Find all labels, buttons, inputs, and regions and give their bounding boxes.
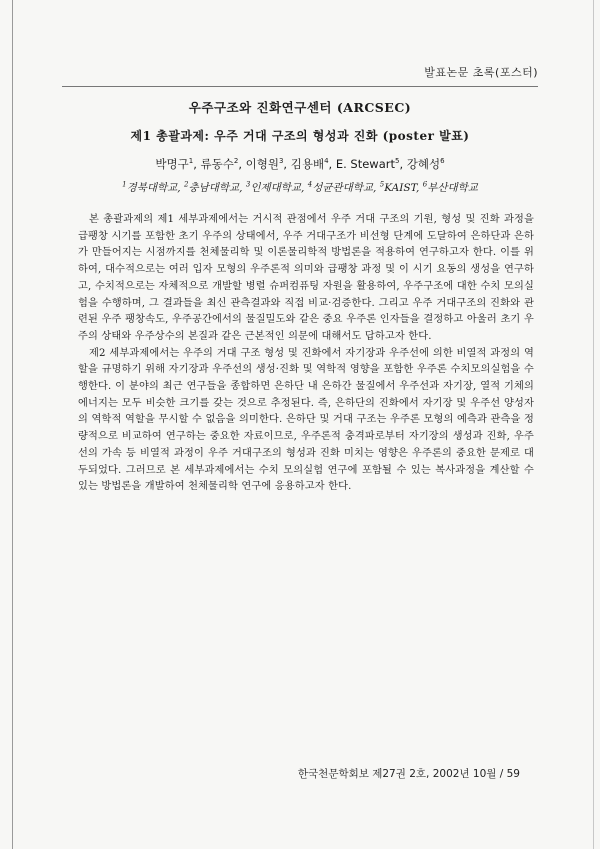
author: 김용배$^4$, (290, 157, 336, 171)
paper-subtitle: 제1 총괄과제: 우주 거대 구조의 형성과 진화 (poster 발표) (130, 129, 470, 143)
affiliation: $^1$경북대학교, (122, 180, 184, 194)
affiliation: $^5$KAIST, (379, 180, 423, 194)
header-divider (62, 86, 538, 87)
author: E. Stewart$^5$, (335, 157, 407, 171)
affiliation: $^6$부산대학교 (422, 180, 478, 194)
title-block (62, 98, 538, 195)
abstract-body (78, 212, 534, 496)
affiliation: $^3$인제대학교, (245, 180, 308, 194)
page-footer-citation: 한국천문학회보 제27권 2호, 2002년 10월 / 59 (297, 768, 520, 780)
abstract-paragraph-2: 제2 세부과제에서는 우주의 거대 구조 형성 및 진화에서 자기장과 우주선에 의한 비열적 과정의 역할을 규명하기 위해 자기장과 우주선의 생성·진화 및 역학적 영향을 포함한 우주론 수치모의실험을 수행한다. 이 분야의 최근 연구들을 종합하면 은하단 내 은하간 물질에서 우주선과 자기장, 열적 기체의 에너지는 모두 비슷한 크기를 갖는 것으로 추정된다. 즉, 은하단의 진화에서 자기장 및 우주선 양성자의 역학적 역할을 무시할 수 없음을 의미한다. 은하단 및 거대 구조는 우주론 모형의 예측과 관측을 정량적으로 비교하여 연구하는 중요한 자료이므로, 우주론적 충격파로부터 자기장의 생성과 진화, 우주선의 가속 등 비열적 과정이 우주 거대구조의 형성과 진화 미치는 영향은 우주론의 중요한 문제로 대두되었다. 그러므로 본 세부과제에서는 수치 모의실험 연구에 포함될 수 있는 복사과정을 계산할 수 있는 방법론을 개발하여 천체물리학 연구에 응용하고자 한다. (78, 347, 534, 493)
paper-title: 우주구조와 진화연구센터 (ARCSEC) (188, 100, 412, 115)
author-list (62, 156, 538, 172)
author: 류동수$^2$, (200, 157, 246, 171)
affiliation: $^2$충남대학교, (183, 180, 246, 194)
author: 박명구$^1$, (155, 157, 201, 171)
section-label: 발표논문 초록(포스터) (424, 66, 538, 79)
abstract-paragraph-1: 본 총괄과제의 제1 세부과제에서는 거시적 관점에서 우주 거대 구조의 기원, 형성 및 진화 과정을 급팽창 시기를 포함한 초기 우주의 상태에서, 우주 거대구조가 비선형 단계에 도달하여 은하단과 은하가 만들어지는 시점까지를 천체물리학 및 이론물리학적 방법론을 적용하여 연구하고자 한다. 이를 위하여, 대수적으로는 여러 입자 모형의 우주론적 의미와 급팽창 과정 및 이 시기 요동의 생성을 연구하고, 수치적으로는 자체적으로 개발할 병렬 슈퍼컴퓨팅 자원을 활용하여, 우주구조에 대한 수치 모의실험을 수행하며, 그 결과들을 최신 관측결과와 직접 비교·검증한다. 그리고 우주 거대구조의 진화와 관련된 우주 팽창속도, 우주공간에서의 물질밀도와 같은 중요 우주론 인자들을 결정하고 아울러 초기 우주의 상태와 우주상수의 본질과 같은 근본적인 의문에 대해서도 답하고자 한다. (78, 214, 534, 342)
scan-edge-left (12, 0, 13, 849)
affiliation-list (62, 180, 538, 195)
affiliation: $^4$성균관대학교, (307, 180, 380, 194)
author: 이형원$^3$, (245, 157, 291, 171)
scan-edge-right (593, 0, 594, 849)
author: 강혜성$^6$ (406, 157, 445, 171)
